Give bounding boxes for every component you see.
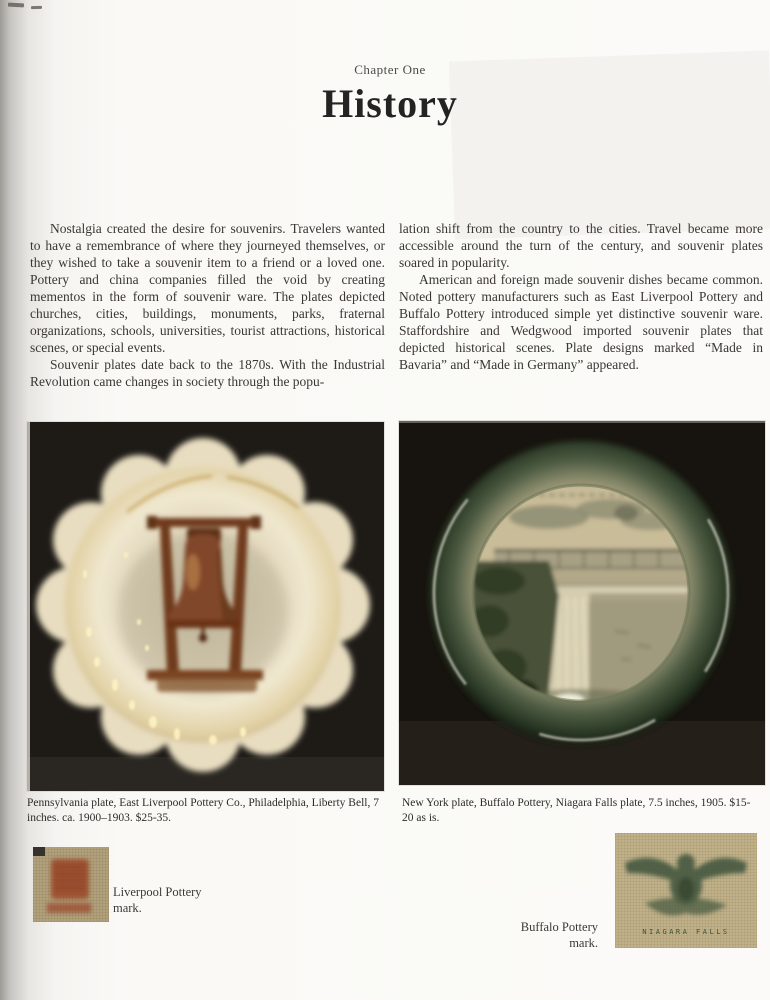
article-left-column (30, 220, 385, 390)
mark-label-line: mark. (113, 901, 142, 915)
page-title: History (322, 81, 458, 126)
scan-edge-mark (31, 6, 42, 9)
buffalo-pottery-mark-label (480, 919, 598, 951)
liberty-bell-plate-photo (27, 422, 384, 791)
chapter-label: Chapter One (354, 62, 426, 77)
scan-edge-mark (8, 3, 24, 8)
mark-label-line: Liverpool Pottery (113, 885, 202, 899)
caption-liberty-bell-plate: Pennsylvania plate, East Liverpool Pottery Co., Philadelphia, Liberty Bell, 7 inches. ca. 1900–1903. $25-35. (27, 797, 379, 824)
paragraph: Nostalgia created the desire for souvenirs. Travelers wanted to have a remembrance of where they journeyed themselves, or they wished to take a souvenir item to a friend or a loved one. Pottery and china companies filled the void by creating mementos in the form of souvenir ware. The plates depicted churches, cities, buildings, monuments, parks, fraternal organizations, schools, universities, tourist attractions, historical scenes, or special events. (30, 221, 385, 355)
chapter-header (30, 62, 750, 127)
buffalo-pottery-mark-photo (615, 833, 757, 948)
buffalo-emblem (625, 854, 747, 915)
article-right-column (399, 220, 763, 373)
caption-niagara-falls-plate: New York plate, Buffalo Pottery, Niagara Falls plate, 7.5 inches, 1905. $15-20 as is. (402, 797, 751, 824)
liverpool-pottery-mark-photo (33, 847, 109, 922)
mark-label-line: Buffalo Pottery (520, 920, 598, 934)
paragraph: American and foreign made souvenir dishes became common. Noted pottery manufacturers such as East Liverpool Pottery and Buffalo Pottery introduced simple yet distinctive souvenir ware. Staffordshire and Wedgwood imported souvenir plates that depicted historical scenes. Plate designs marked “Made in Bavaria” and “Made in Germany” appeared. (399, 272, 763, 372)
niagara-falls-plate-photo (399, 421, 765, 785)
mark-label-line: mark. (569, 936, 598, 950)
paragraph: lation shift from the country to the cities. Travel became more accessible around the turn of the century, and souvenir plates soared in popularity. (399, 221, 763, 270)
paragraph: Souvenir plates date back to the 1870s. With the Industrial Revolution came changes in society through the popu- (30, 357, 385, 389)
liverpool-pottery-mark-label (113, 884, 233, 916)
niagara-falls-mark-text: NIAGARA FALLS (642, 928, 730, 936)
